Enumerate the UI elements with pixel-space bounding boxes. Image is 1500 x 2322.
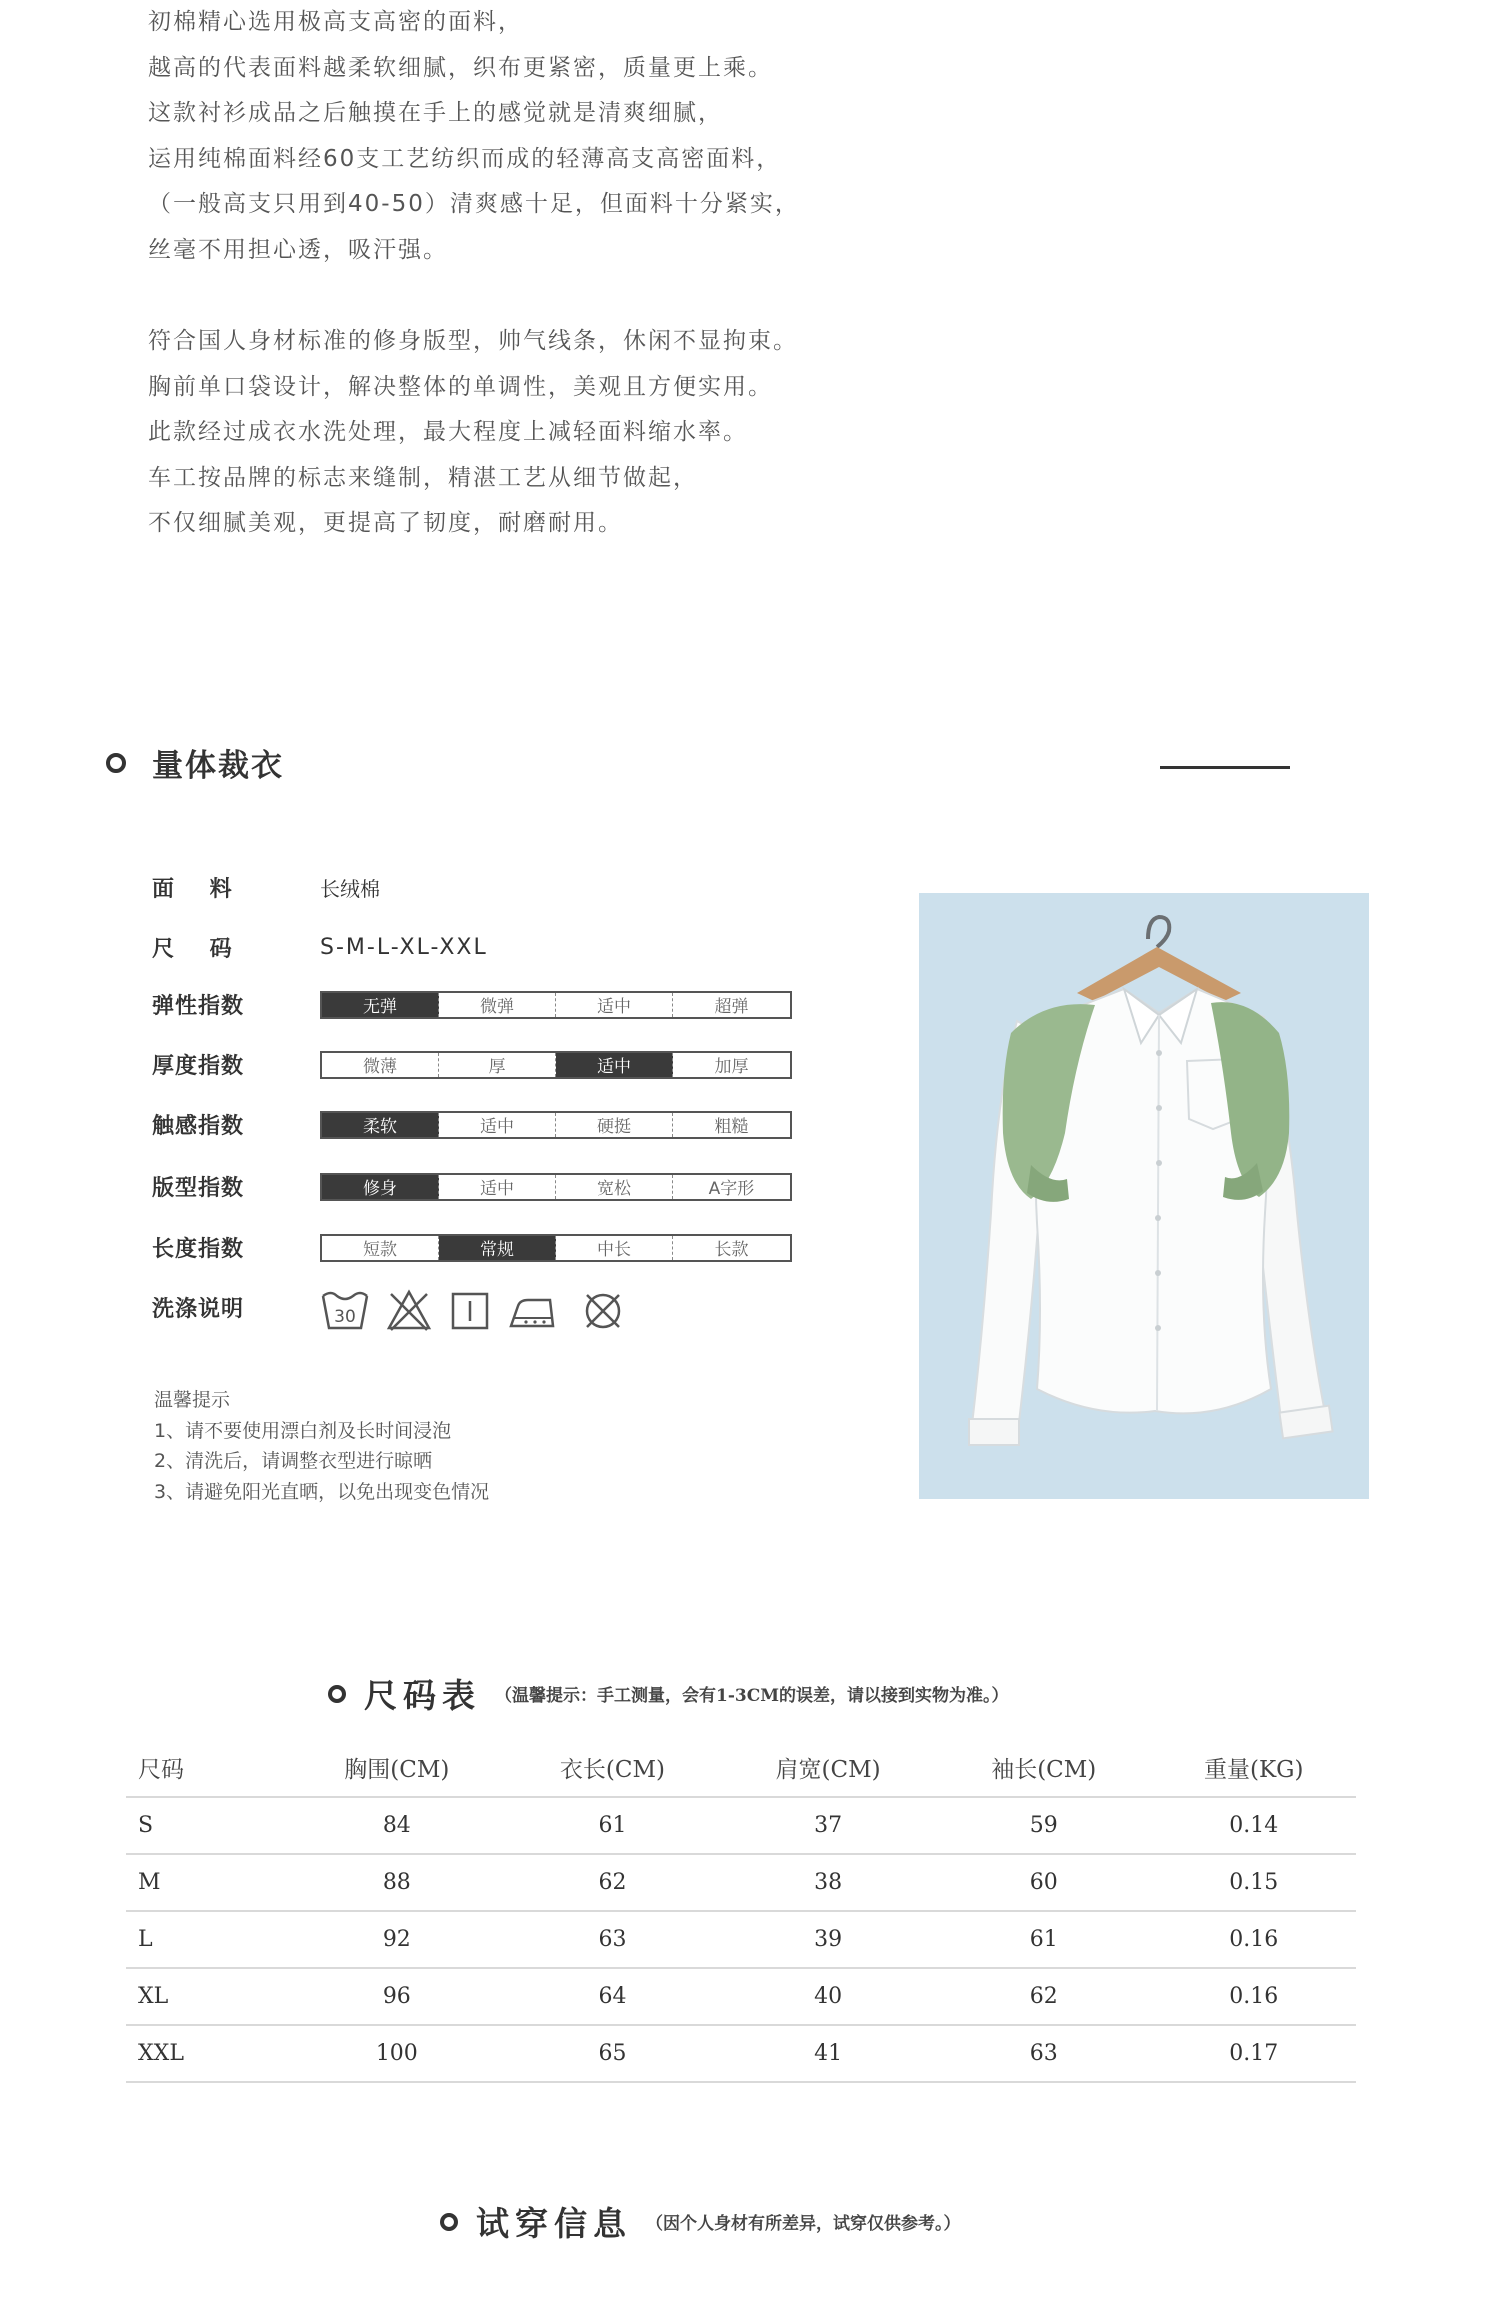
intro-line: （一般高支只用到40-50）清爽感十足，但面料十分紧实， (148, 191, 800, 217)
table-cell: 40 (720, 1968, 936, 2025)
section-size-note: （温馨提示：手工测量，会有1-3CM的误差，请以接到实物为准。） (495, 1686, 1009, 1706)
table-cell: 0.17 (1152, 2025, 1356, 2082)
spec-label: 面 料 (152, 876, 233, 902)
length-scale (320, 1234, 792, 1262)
spec-value: S-M-L-XL-XXL (320, 934, 488, 960)
spec-elasticity (152, 989, 792, 1020)
scale-cell: 长款 (714, 1240, 749, 1260)
circle-bullet-icon (328, 1685, 346, 1703)
tumble-dry-icon (448, 1288, 492, 1332)
scale-cell: 粗糙 (714, 1117, 749, 1137)
table-cell: L (126, 1911, 289, 1968)
scale-cell: 常规 (439, 1236, 556, 1260)
intro-line: 胸前单口袋设计，解决整体的单调性，美观且方便实用。 (148, 373, 773, 400)
care-tips (154, 1385, 489, 1507)
elasticity-scale (320, 991, 792, 1019)
spec-label: 洗涤说明 (152, 1297, 245, 1322)
table-cell: 37 (720, 1797, 936, 1854)
scale-cell: 硬挺 (556, 1113, 673, 1137)
table-cell: 84 (289, 1797, 505, 1854)
spec-length (152, 1232, 792, 1263)
scale-cell: A字形 (708, 1179, 755, 1199)
size-table (126, 1738, 1356, 2083)
wash-temp-label: 30 (334, 1307, 356, 1327)
section-size-header (328, 1670, 1009, 1717)
table-cell: 100 (289, 2025, 505, 2082)
table-cell: 63 (505, 1911, 721, 1968)
intro-line: 丝毫不用担心透，吸汗强。 (148, 236, 448, 263)
care-icons (320, 1288, 626, 1332)
tips-item: 2、清洗后，请调整衣型进行晾晒 (154, 1450, 433, 1472)
table-cell: 0.16 (1152, 1911, 1356, 1968)
touch-scale (320, 1111, 792, 1139)
intro-line: 这款衬衫成品之后触摸在手上的感觉就是清爽细腻， (148, 100, 723, 126)
section-fit-header (106, 740, 284, 785)
intro-text (148, 0, 908, 547)
scale-cell: 厚 (439, 1053, 556, 1077)
intro-line: 车工按品牌的标志来缝制，精湛工艺从细节做起， (148, 464, 698, 491)
table-cell: 0.16 (1152, 1968, 1356, 2025)
column-header: 衣长(CM) (559, 1756, 666, 1783)
spec-value: 长绒棉 (320, 876, 380, 901)
spec-label: 触感指数 (152, 1114, 245, 1139)
table-cell: 88 (289, 1854, 505, 1911)
section-divider (1160, 766, 1290, 769)
table-row (126, 1854, 1356, 1911)
intro-line: 不仅细腻美观，更提高了韧度，耐磨耐用。 (148, 510, 623, 536)
section-tryon-note: （因个人身材有所差异，试穿仅供参考。） (646, 2214, 961, 2234)
intro-line: 运用纯棉面料经60支工艺纺织而成的轻薄高支高密面料， (148, 145, 782, 172)
spec-label: 弹性指数 (152, 994, 245, 1019)
spec-touch (152, 1109, 792, 1140)
table-cell: S (126, 1797, 289, 1854)
spec-label: 厚度指数 (152, 1054, 245, 1079)
circle-bullet-icon (440, 2213, 458, 2231)
table-cell: 59 (936, 1797, 1152, 1854)
section-size-title: 尺码表 (364, 1676, 481, 1715)
scale-cell: 微弹 (439, 993, 556, 1017)
column-header: 重量(KG) (1204, 1756, 1304, 1783)
scale-cell: 宽松 (556, 1175, 673, 1199)
table-cell: 64 (505, 1968, 721, 2025)
table-cell: 63 (936, 2025, 1152, 2082)
table-cell: 92 (289, 1911, 505, 1968)
table-cell: M (126, 1854, 289, 1911)
tips-item: 1、请不要使用漂白剂及长时间浸泡 (154, 1419, 452, 1442)
spec-fabric (152, 870, 380, 904)
spec-thickness (152, 1049, 792, 1080)
table-cell: XXL (126, 2025, 289, 2082)
table-cell: 62 (505, 1854, 721, 1911)
scale-cell: 短款 (322, 1236, 439, 1260)
table-cell: 96 (289, 1968, 505, 2025)
section-tryon-header (440, 2198, 961, 2245)
tips-item: 3、请避免阳光直晒，以免出现变色情况 (154, 1480, 490, 1503)
table-row (126, 2025, 1356, 2082)
column-header: 尺码 (138, 1756, 184, 1783)
no-bleach-icon (386, 1288, 432, 1332)
no-dry-clean-icon (580, 1288, 626, 1332)
thickness-scale (320, 1051, 792, 1079)
table-cell: 65 (505, 2025, 721, 2082)
table-cell: 0.15 (1152, 1854, 1356, 1911)
table-cell: 60 (936, 1854, 1152, 1911)
table-cell: 61 (505, 1797, 721, 1854)
table-row (126, 1797, 1356, 1854)
scale-cell: 加厚 (714, 1057, 749, 1077)
scale-cell: 柔软 (322, 1113, 439, 1137)
spec-label: 长度指数 (152, 1237, 245, 1262)
spec-label: 尺 码 (152, 936, 233, 962)
scale-cell: 适中 (439, 1113, 556, 1137)
scale-cell: 超弹 (714, 997, 749, 1017)
column-header: 肩宽(CM) (775, 1756, 881, 1783)
table-cell: XL (126, 1968, 289, 2025)
scale-cell: 适中 (556, 1053, 673, 1077)
scale-cell: 中长 (556, 1236, 673, 1260)
scale-cell: 修身 (322, 1175, 439, 1199)
section-fit-title: 量体裁衣 (152, 748, 284, 784)
table-row (126, 1911, 1356, 1968)
fit-scale (320, 1173, 792, 1201)
scale-cell: 适中 (439, 1175, 556, 1199)
wash-30-icon (320, 1288, 370, 1332)
section-tryon-title: 试穿信息 (476, 2204, 632, 2243)
table-cell: 39 (720, 1911, 936, 1968)
table-row (126, 1968, 1356, 2025)
table-cell: 62 (936, 1968, 1152, 2025)
scale-cell: 无弹 (322, 993, 439, 1017)
tips-title: 温馨提示 (154, 1389, 231, 1411)
circle-bullet-icon (106, 753, 126, 773)
table-cell: 38 (720, 1854, 936, 1911)
intro-line: 越高的代表面料越柔软细腻，织布更紧密，质量更上乘。 (148, 54, 773, 81)
spec-label: 版型指数 (152, 1176, 245, 1201)
spec-fit (152, 1171, 792, 1202)
intro-line: 此款经过成衣水洗处理，最大程度上减轻面料缩水率。 (148, 419, 748, 445)
column-header: 袖长(CM) (991, 1756, 1097, 1783)
table-header-row (126, 1738, 1356, 1797)
iron-icon (508, 1288, 564, 1332)
scale-cell: 微薄 (322, 1053, 439, 1077)
spec-wash (152, 1288, 626, 1332)
scale-cell: 适中 (556, 993, 673, 1017)
intro-line: 初棉精心选用极高支高密的面料， (148, 9, 523, 35)
table-cell: 0.14 (1152, 1797, 1356, 1854)
table-cell: 61 (936, 1911, 1152, 1968)
product-photo (919, 893, 1369, 1499)
column-header: 胸围(CM) (344, 1756, 450, 1783)
shirt-illustration (919, 893, 1369, 1499)
spec-size (152, 930, 488, 964)
table-cell: 41 (720, 2025, 936, 2082)
intro-line: 符合国人身材标准的修身版型，帅气线条，休闲不显拘束。 (148, 328, 798, 354)
